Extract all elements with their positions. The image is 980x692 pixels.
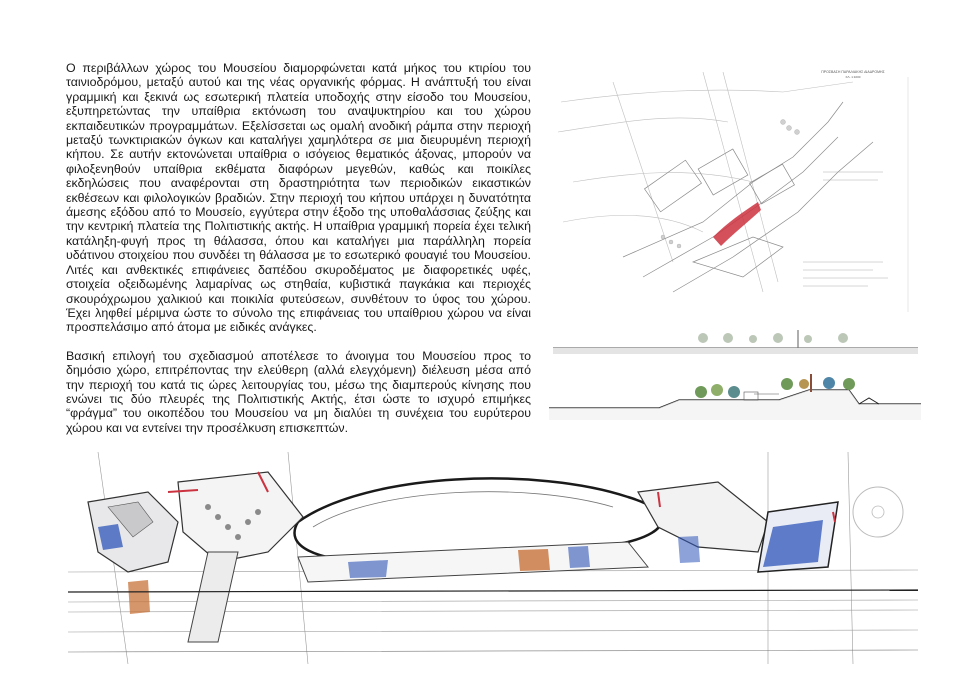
tree-mark	[781, 378, 793, 390]
landscape-plan-drawing	[68, 452, 918, 664]
tree-mark	[711, 384, 723, 396]
site-plan-drawing	[553, 62, 918, 327]
paragraph-1: Ο περιβάλλων χώρος του Μουσείου διαμορφώνεται κατά μήκος του κτιρίου του ταινιοδρόμου, μεταξύ αυτού και της νέας οργανικής φόρμας. Η ανάπτυξή του είναι γραμμική και ξεκινά ως εσωτερική πλατεία υποδοχής στην είσοδο του Μουσείου, εξυπηρετώντας την υπαίθρια εκτόνωση του αναψυκτηρίου και του χώρου εκπαιδευτικών προγραμμάτων. Εξελίσσεται ως ομαλή ανοδική ράμπα στην περιοχή μεταξύ τωνκτιριακών όγκων και καταλήγει χαμηλότερα σε μια διευρυμένη περιοχή κήπου. Σε αυτήν εκτονώνεται υπαίθρια ο ισόγειος θεματικός άξονας, μπορούν να φιλοξενηθούν υπαίθρια εκθέματα διαφόρων μεγεθών, καθώς και ποικίλες εκδηλώσεις που αναφέρονται στη δραστηριότητα των περιοδικών εικαστικών εκθέσεων και φιλολογικών βραδιών. Στην περιοχή του κήπου υπάρχει η δυνατότητα άμεσης εξόδου από το Μουσείο, εγγύτερα στην έξοδο της υποθαλάσσιας ζεύξης και την κεντρική πλατεία της Πολιτιστικής ακτής. Η υπαίθρια γραμμική πορεία έχει τελική κατάληξη-φυγή προς τη θάλασσα, όπου και καταλήγει μια παράλληλη πορεία υδάτινου στοιχείου που συνδέει τη θάλασσα με το εσωτερικό φουαγιέ του Μουσείου. Λιτές και ανθεκτικές επιφάνειες δαπέδου σκυροδέματος με διαφορετικές υφές, στοιχεία οξειδωμένης λαμαρίνας ως στηθαία, κυβιστικά παγκάκια και περιοχές σκουρόχρωμου χαλικιού και ποικιλία φυτεύσεων, συνθέτουν το ύφος του χώρου. Έχει ληφθεί μέριμνα ώστε το σύνολο της επιφάνειας του υπαίθριου χώρου να είναι προσπελάσιμο από άτομα με ειδικές ανάγκες.	[66, 61, 531, 335]
section-drawing-2	[549, 370, 921, 432]
site-plan-scale: ΚΛ. 1:1000	[845, 75, 861, 79]
tree-mark	[843, 378, 855, 390]
section-drawing-1	[553, 318, 918, 358]
tree-mark	[823, 377, 835, 389]
tree-mark	[728, 386, 740, 398]
body-text	[66, 61, 531, 449]
paragraph-2: Βασική επιλογή του σχεδιασμού αποτέλεσε το άνοιγμα του Μουσείου προς το δημόσιο χώρο, επιτρέποντας την ελεύθερη (αλλά ελεγχόμενη) διέλευση μέσα από την περιοχή του κατά τις ώρες λειτουργίας του, μέσω της διαμπερούς κίνησης που ενώνει τις δύο πλευρές της Πολιτιστικής Ακτής, έτσι ώστε το ισχυρό επιμήκες “φράγμα” του οικοπέδου του Μουσείου να μη διαλύει τη συνέχεια του ευρύτερου χώρου και να εντείνει την προσέλκυση επισκεπτών.	[66, 348, 531, 435]
site-plan-title: ΠΡΟΣΒΑΣΗ ΠΑΡΑΛΙΑΚΗΣ ΔΙΑΔΡΟΜΗΣ	[821, 70, 885, 74]
tree-mark	[799, 379, 809, 389]
tree-mark	[695, 386, 707, 398]
